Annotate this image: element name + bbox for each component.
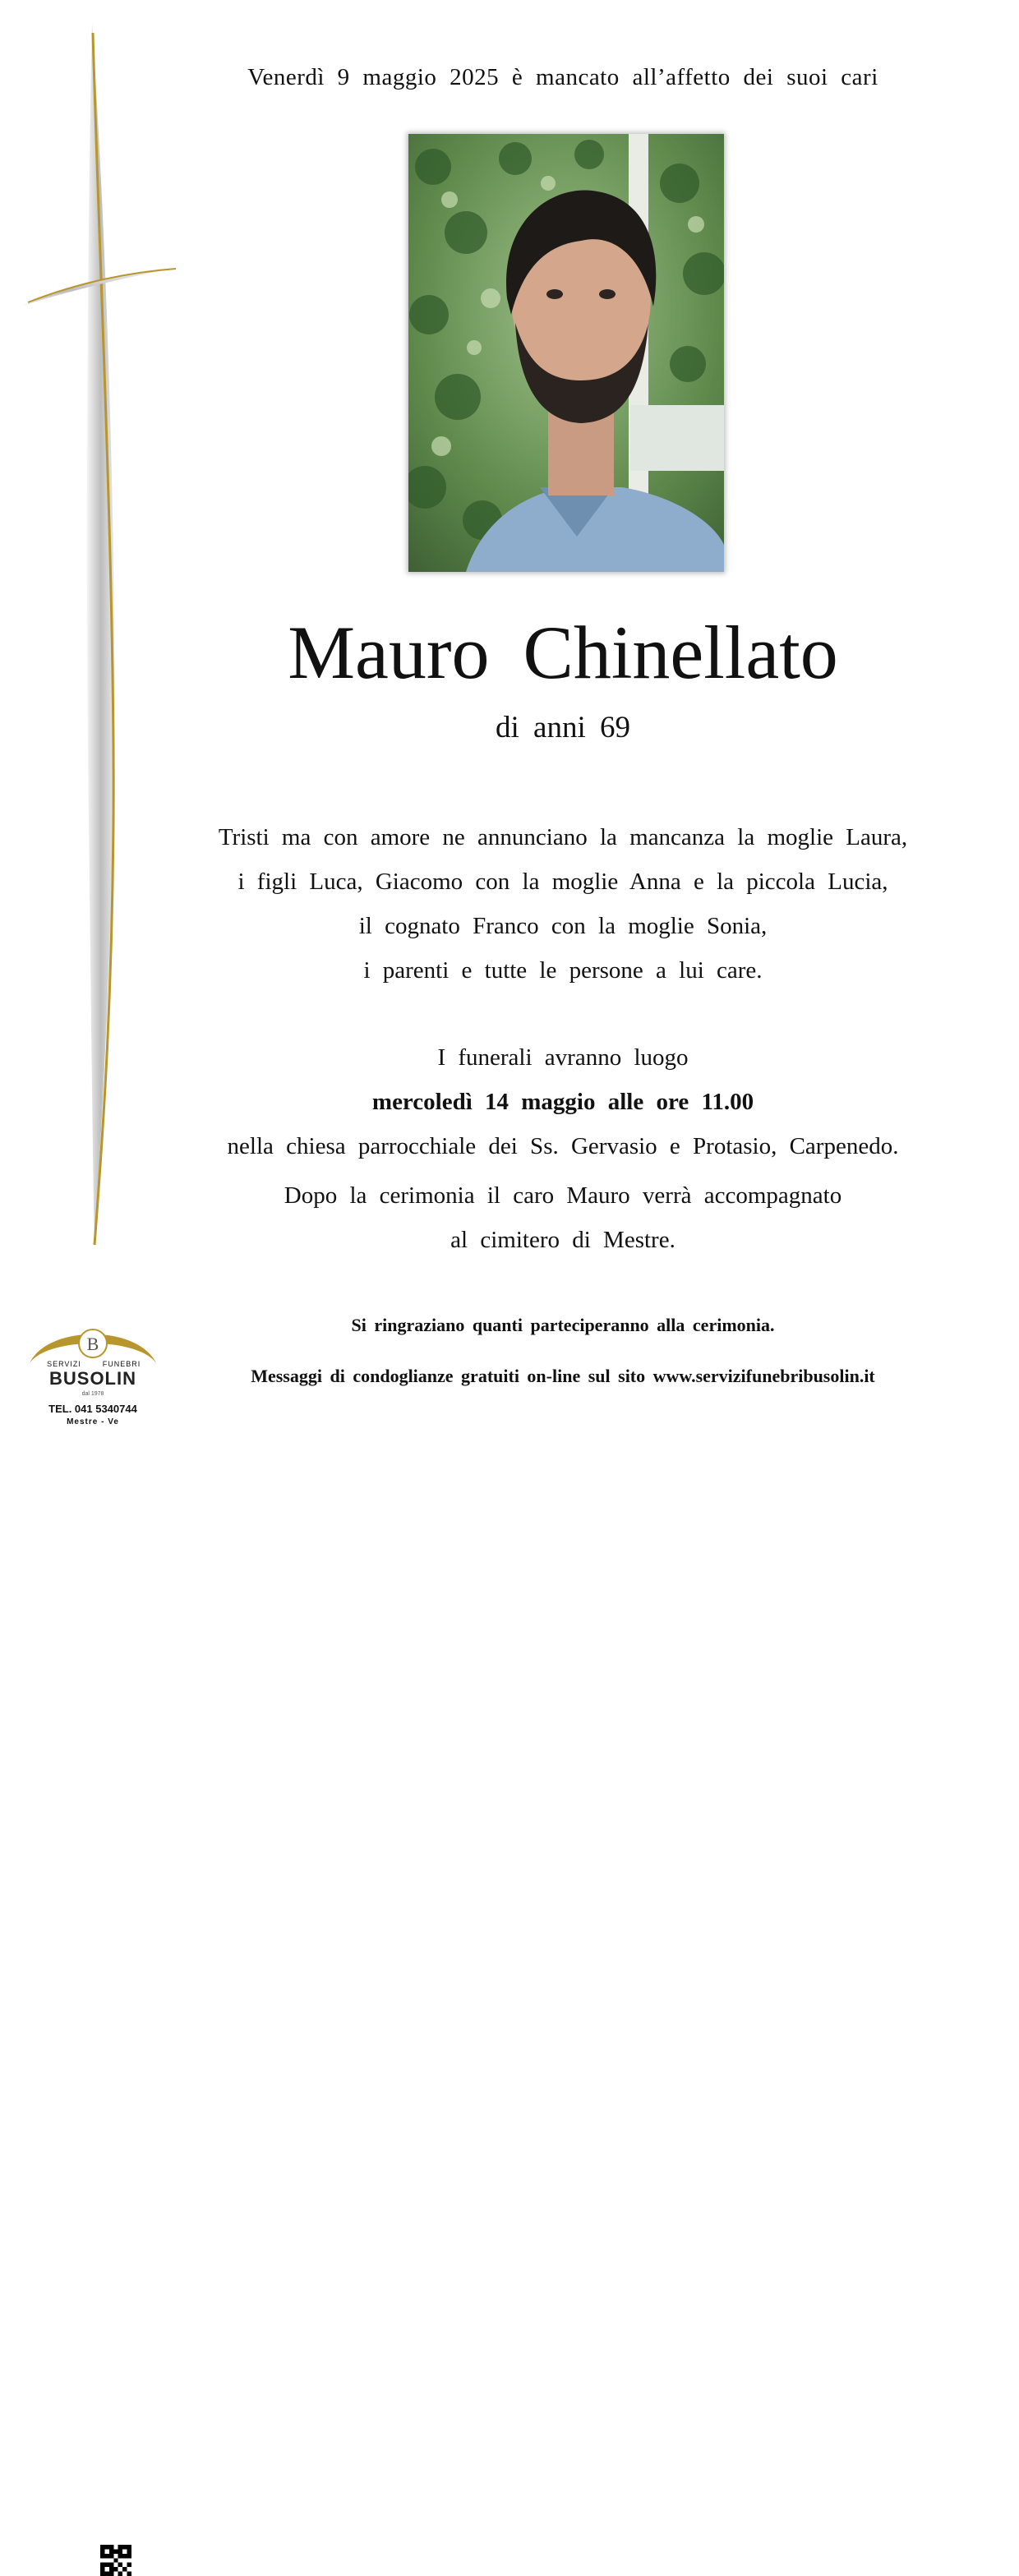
portrait-image	[408, 134, 724, 572]
family-line: il cognato Franco con la moglie Sonia,	[358, 913, 768, 939]
family-line: i figli Luca, Giacomo con la moglie Anna e la piccola Lucia,	[237, 869, 888, 895]
funeral-details	[164, 1035, 961, 1262]
svg-text:B: B	[86, 1334, 99, 1354]
portrait-photo	[408, 134, 724, 572]
cross-decoration	[0, 0, 189, 1265]
funeral-date-time: mercoledì 14 maggio alle ore 11.00	[371, 1089, 754, 1115]
funeral-location: nella chiesa parrocchiale dei Ss. Gervasio e Protasio, Carpenedo.	[227, 1133, 899, 1159]
thanks-note: Si ringraziano quanti parteciperanno alla cerimonia.	[351, 1315, 775, 1335]
deceased-name: Mauro Chinellato	[288, 611, 838, 694]
burial-place: al cimitero di Mestre.	[450, 1227, 675, 1253]
family-line: Tristi ma con amore ne annunciano la mancanza la moglie Laura,	[218, 824, 908, 850]
death-announcement-intro: Venerdì 9 maggio 2025 è mancato all’affetto dei suoi cari	[247, 64, 878, 90]
condolence-website-note: Messaggi di condoglianze gratuiti on-line sul sito www.servizifunebribusolin.it	[251, 1366, 875, 1386]
logo-city: Mestre - Ve	[67, 1417, 119, 1426]
burial-note: Dopo la cerimonia il caro Mauro verrà accompagnato	[284, 1182, 842, 1209]
family-announcement	[164, 815, 961, 993]
funeral-intro: I funerali avranno luogo	[437, 1044, 689, 1071]
logo-since: dal 1978	[81, 1391, 104, 1397]
busolin-logo	[23, 1270, 163, 1434]
deceased-age: di anni 69	[496, 711, 630, 744]
qr-code-icon[interactable]	[100, 2545, 131, 2576]
family-line: i parenti e tutte le persone a lui care.	[363, 957, 763, 984]
logo-services-label: SERVIZI FUNEBRI	[47, 1360, 141, 1368]
logo-company-name: BUSOLIN	[49, 1368, 136, 1389]
logo-phone[interactable]: TEL. 041 5340744	[48, 1403, 137, 1415]
